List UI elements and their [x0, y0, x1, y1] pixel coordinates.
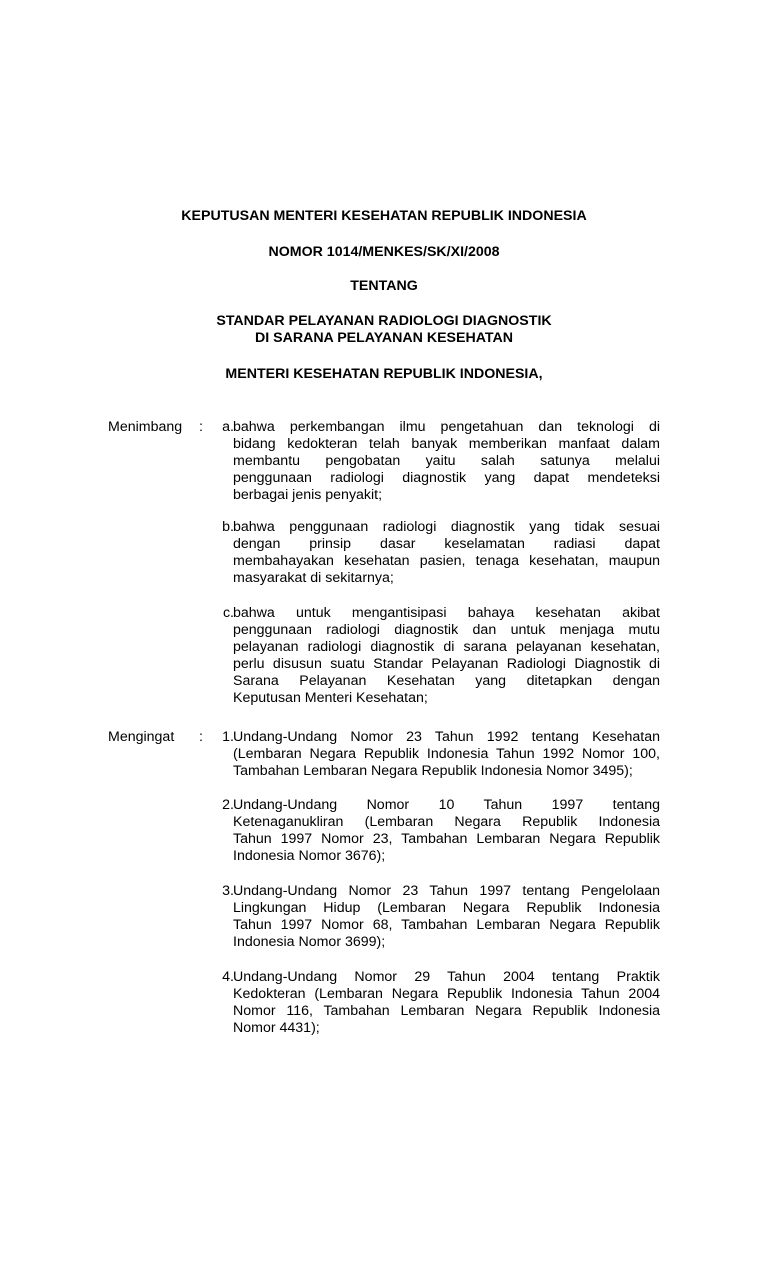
menimbang-item-text — [233, 419, 660, 504]
mengingat-item-line: Undang-Undang Nomor 10 Tahun 1997 tentang — [233, 797, 660, 813]
document-title: KEPUTUSAN MENTERI KESEHATAN REPUBLIK INDONESIA — [181, 208, 587, 224]
menimbang-item-line: pelayanan radiologi diagnostik di sarana pelayanan kesehatan, — [233, 639, 660, 655]
menimbang-item-line: Sarana Pelayanan Kesehatan yang ditetapkan dengan — [233, 673, 660, 689]
mengingat-item-text — [233, 969, 660, 1037]
subject-line-2: DI SARANA PELAYANAN KESEHATAN — [254, 330, 514, 346]
mengingat-item-line: Undang-Undang Nomor 23 Tahun 1992 tentang Kesehatan — [233, 729, 660, 745]
mengingat-item-line: (Lembaran Negara Republik Indonesia Tahun 1992 Nomor 100, — [233, 746, 660, 762]
mengingat-item-marker: 1. — [222, 729, 234, 745]
menimbang-label: Menimbang — [108, 419, 183, 435]
mengingat-item-marker: 4. — [222, 969, 234, 985]
menimbang-item-text — [233, 519, 660, 587]
menimbang-item-line: penggunaan radiologi diagnostik yang dapat mendeteksi — [233, 470, 660, 486]
mengingat-item-marker: 2. — [222, 797, 234, 813]
issuer-heading: MENTERI KESEHATAN REPUBLIK INDONESIA, — [225, 366, 543, 382]
menimbang-item-line: membantu pengobatan yaitu salah satunya melalui — [233, 453, 660, 469]
mengingat-item-text — [233, 883, 660, 951]
mengingat-item-line: Nomor 4431); — [233, 1020, 320, 1036]
menimbang-item-line: masyarakat di sekitarnya; — [233, 570, 394, 586]
menimbang-item-marker: c. — [222, 605, 234, 621]
mengingat-colon: : — [199, 729, 203, 745]
document-subject — [0, 313, 768, 347]
mengingat-item-line: Tambahan Lembaran Negara Republik Indonesia Nomor 3495); — [233, 763, 633, 779]
mengingat-item-line: Kedokteran (Lembaran Negara Republik Indonesia Tahun 2004 — [233, 986, 660, 1002]
menimbang-item-marker: a. — [222, 419, 234, 435]
menimbang-colon: : — [199, 419, 203, 435]
mengingat-item-line: Tahun 1997 Nomor 68, Tambahan Lembaran Negara Republik — [233, 917, 660, 933]
menimbang-item-line: bahwa penggunaan radiologi diagnostik yang tidak sesuai — [233, 519, 660, 535]
mengingat-item-line: Undang-Undang Nomor 29 Tahun 2004 tentang Praktik — [233, 969, 660, 985]
menimbang-item-line: bahwa untuk mengantisipasi bahaya kesehatan akibat — [233, 605, 660, 621]
menimbang-item-line: dengan prinsip dasar keselamatan radiasi dapat — [233, 536, 660, 552]
mengingat-item-line: Indonesia Nomor 3699); — [233, 934, 386, 950]
menimbang-item-line: penggunaan radiologi diagnostik dan untuk menjaga mutu — [233, 622, 660, 638]
tentang-heading: TENTANG — [350, 278, 418, 294]
mengingat-item-text — [233, 797, 660, 865]
menimbang-item-line: membahayakan kesehatan pasien, tenaga kesehatan, maupun — [233, 553, 660, 569]
menimbang-item-line: Keputusan Menteri Kesehatan; — [233, 690, 428, 706]
mengingat-item-marker: 3. — [222, 883, 234, 899]
mengingat-item-line: Ketenaganukliran (Lembaran Negara Republik Indonesia — [233, 814, 660, 830]
mengingat-item-line: Undang-Undang Nomor 23 Tahun 1997 tentang Pengelolaan — [233, 883, 660, 899]
menimbang-item-marker: b. — [222, 519, 234, 535]
mengingat-item-line: Tahun 1997 Nomor 23, Tambahan Lembaran Negara Republik — [233, 831, 660, 847]
mengingat-item-line: Nomor 116, Tambahan Lembaran Negara Republik Indonesia — [233, 1003, 660, 1019]
mengingat-label: Mengingat — [108, 729, 175, 745]
mengingat-item-text — [233, 729, 660, 780]
mengingat-item-line: Indonesia Nomor 3676); — [233, 848, 386, 864]
subject-line-1: STANDAR PELAYANAN RADIOLOGI DIAGNOSTIK — [216, 313, 552, 329]
menimbang-item-line: berbagai jenis penyakit; — [233, 487, 383, 503]
menimbang-item-text — [233, 605, 660, 707]
menimbang-item-line: perlu disusun suatu Standar Pelayanan Radiologi Diagnostik di — [233, 656, 660, 672]
document-number: NOMOR 1014/MENKES/SK/XI/2008 — [268, 244, 500, 260]
menimbang-item-line: bidang kedokteran telah banyak memberikan manfaat dalam — [233, 436, 660, 452]
mengingat-item-line: Lingkungan Hidup (Lembaran Negara Republik Indonesia — [233, 900, 660, 916]
menimbang-item-line: bahwa perkembangan ilmu pengetahuan dan teknologi di — [233, 419, 660, 435]
